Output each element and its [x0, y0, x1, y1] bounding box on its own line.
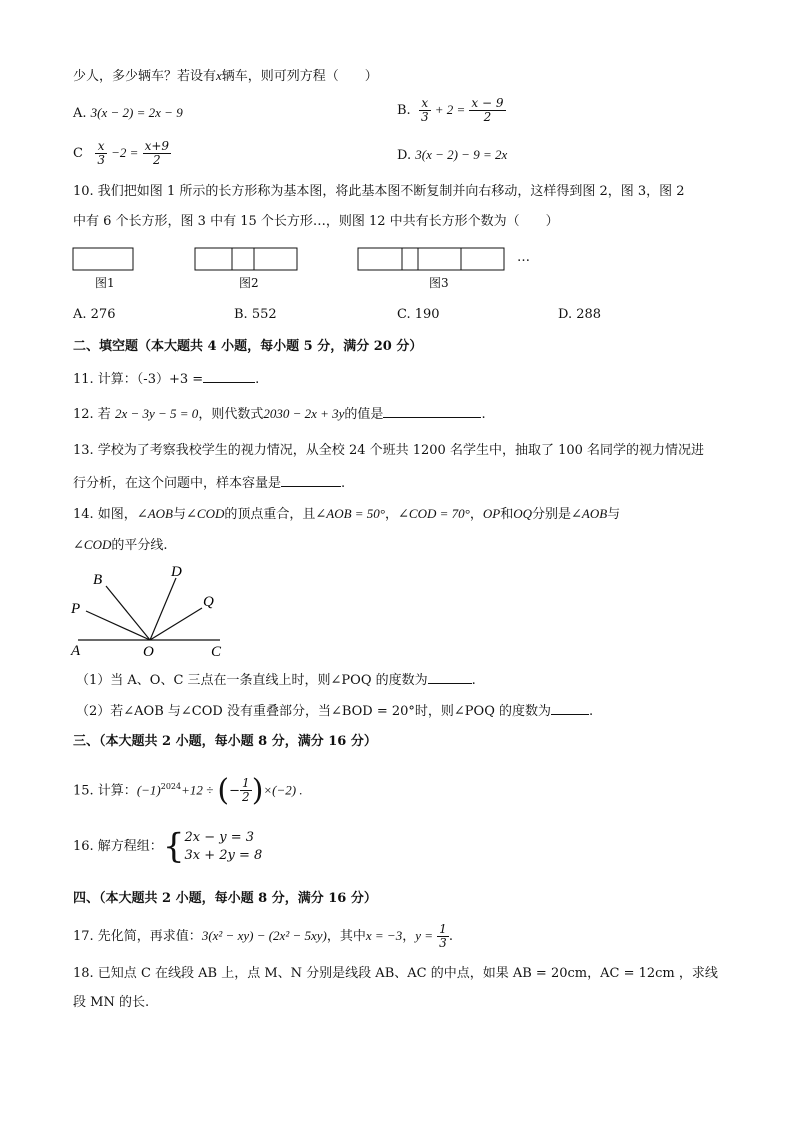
q10-figures: [0, 244, 794, 294]
label-q: Q: [203, 594, 214, 610]
ray-ob: [106, 586, 150, 640]
q13-answer-blank: [281, 474, 341, 487]
q9-stem: 少人，多少辆车？若设有x辆车，则可列方程（ ）: [73, 68, 378, 84]
q12-answer-blank: [383, 405, 481, 418]
q16: 16. 解方程组：{ 2x − y = 3 3x + 2y = 8: [73, 826, 263, 867]
section-4-title: 四、（本大题共 2 小题，每小题 8 分，满分 16 分）: [73, 891, 377, 906]
fig1-caption: 图1: [95, 276, 115, 290]
q11-answer-blank: [203, 370, 255, 383]
ray-op: [86, 611, 150, 640]
fig2-caption: 图2: [239, 276, 259, 290]
label-o: O: [143, 644, 154, 660]
label-c: C: [211, 644, 222, 660]
q10-option-c: C. 190: [397, 307, 440, 322]
fig-ellipsis: …: [517, 250, 530, 265]
label-b: B: [93, 572, 103, 588]
q14-line2: ∠COD的平分线.: [73, 537, 168, 553]
q10-line2: 中有 6 个长方形，图 3 中有 15 个长方形…，则图 12 中共有长方形个数为（ ）: [73, 214, 559, 229]
q13-line2: 行分析，在这个问题中，样本容量是 .: [73, 476, 346, 491]
q9-option-d: D. 3(x − 2) − 9 = 2x: [397, 147, 508, 163]
q9-option-b: B. $\frac{x}{3}$ + 2 = $\frac{x - 9}{2}$: [397, 96, 504, 124]
q9-option-c: C $\frac{x}{3}$ −2 = $\frac{x+9}{2}$: [73, 139, 170, 167]
label-d: D: [171, 564, 182, 580]
q10-line1: 10. 我们把如图 1 所示的长方形称为基本图，将此基本图不断复制并向右移动，这样得到图 2，图 3，图 2: [73, 184, 685, 199]
label-p: P: [71, 601, 81, 617]
fig3-caption: 图3: [429, 276, 449, 290]
q13-line1: 13. 学校为了考察我校学生的视力情况，从全校 24 个班共 1200 名学生中，抽取了 100 名同学的视力情况进: [73, 443, 705, 458]
q18-line1: 18. 已知点 C 在线段 AB 上，点 M、N 分别是线段 AB、AC 的中点，如果 AB = 20cm，AC = 12cm ，求线: [73, 966, 718, 981]
label-a: A: [71, 643, 81, 659]
ray-oq: [150, 608, 202, 640]
q12: 12. 若 2x − 3y − 5 = 0，则代数式2030 − 2x + 3y的值是 .: [73, 406, 486, 422]
section-3-title: 三、（本大题共 2 小题，每小题 8 分，满分 16 分）: [73, 734, 377, 749]
q17: 17. 先化简，再求值：3(x² − xy) − (2x² − 5xy)，其中x = −3，y = $\frac{1}{3}$ .: [73, 922, 453, 950]
q9-option-a: A. 3(x − 2) = 2x − 9: [73, 105, 183, 121]
q10-option-b: B. 552: [234, 307, 277, 322]
q11: 11. 计算：（-3）+3 = .: [73, 372, 260, 387]
q10-option-a: A. 276: [73, 307, 116, 322]
q18-line2: 段 MN 的长.: [73, 995, 150, 1010]
section-2-title: 二、填空题（本大题共 4 小题，每小题 5 分，满分 20 分）: [73, 339, 423, 354]
fig1-rect: [73, 248, 133, 270]
q14-sub1: （1）当 A、O、C 三点在一条直线上时，则∠POQ 的度数为 .: [76, 673, 476, 688]
q14-sub2: （2）若∠AOB 与∠COD 没有重叠部分，当∠BOD = 20°时，则∠POQ 的度数为 .: [76, 704, 594, 719]
q14-sub2-answer-blank: [551, 702, 589, 715]
ray-od: [150, 578, 176, 640]
q14-sub1-answer-blank: [428, 671, 472, 684]
q14-angle-diagram: [66, 560, 266, 660]
fig2-rect: [195, 248, 297, 270]
q14-line1: 14. 如图，∠AOB与∠COD的顶点重合，且∠AOB = 50°，∠COD = 70°，OP和OQ分别是∠AOB与: [73, 506, 621, 522]
q15: 15. 计算：$(-1)^{2024}+12$ ÷ (− $\frac{1}{2}$ )×(−2) .: [73, 772, 303, 808]
fig3-rect: [358, 248, 504, 270]
q10-option-d: D. 288: [558, 307, 602, 322]
